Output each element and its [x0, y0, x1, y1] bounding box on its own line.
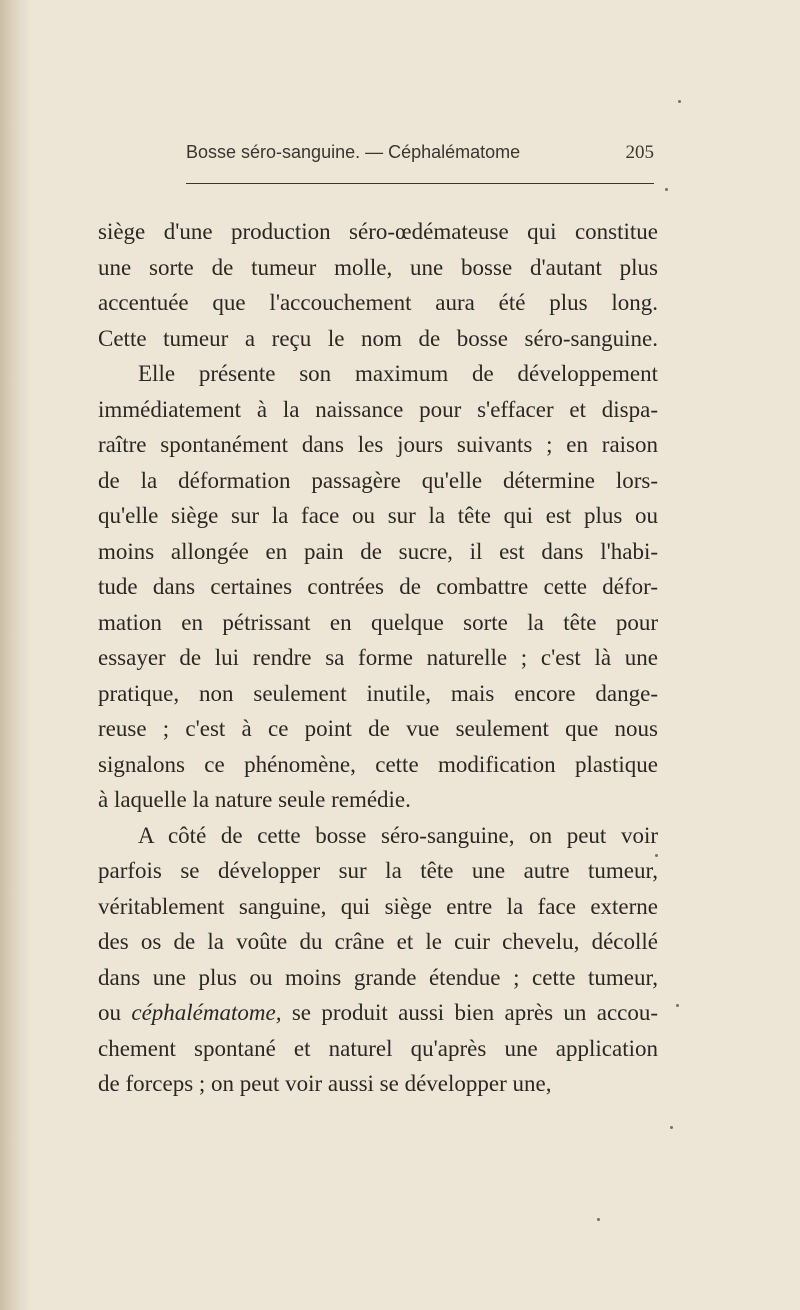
text-line: de forceps ; on peut voir aussi se développer une, — [98, 1071, 552, 1096]
page-number: 205 — [625, 142, 654, 163]
paper-speck — [678, 100, 681, 103]
text-rest: se produit aussi bien après un accou- — [291, 1000, 659, 1025]
text-line: Elle présente son maximum de développement — [138, 361, 658, 386]
text-line: accentuée que l'accouchement aura été plus long. — [98, 290, 658, 315]
running-head-title: Bosse séro-sanguine. — Céphalématome — [186, 142, 521, 162]
body-text — [98, 214, 658, 1102]
paper-speck — [676, 1004, 679, 1007]
text-line: reuse ; c'est à ce point de vue seulement que nous — [98, 716, 658, 741]
text-line: essayer de lui rendre sa forme naturelle ; c'est là une — [98, 645, 658, 670]
text-line: mation en pétrissant en quelque sorte la tête pour — [98, 609, 658, 635]
text-prefix: ou — [98, 1000, 121, 1025]
text-line: une sorte de tumeur molle, une bosse d'autant plus — [98, 254, 658, 280]
text-line: immédiatement à la naissance pour s'effacer et dispa- — [98, 396, 658, 422]
paper-speck — [665, 188, 668, 191]
text-line: Cette tumeur a reçu le nom de bosse séro-sanguine. — [98, 325, 658, 351]
text-line: raître spontanément dans les jours suivants ; en raison — [98, 432, 658, 457]
text-line: siège d'une production séro-œdémateuse qui constitue — [98, 219, 658, 244]
running-head — [186, 142, 654, 168]
text-line: qu'elle siège sur la face ou sur la tête qui est plus ou — [98, 503, 658, 528]
text-line: dans une plus ou moins grande étendue ; cette tumeur, — [98, 964, 658, 990]
text-line: pratique, non seulement inutile, mais encore dange- — [98, 680, 658, 706]
text-line: parfois se développer sur la tête une autre tumeur, — [98, 858, 658, 883]
paper-speck — [597, 1218, 600, 1221]
text-line: signalons ce phénomène, cette modification plastique — [98, 751, 658, 777]
italic-term: céphalématome, — [131, 1000, 282, 1025]
text-line: tude dans certaines contrées de combattre cette défor- — [98, 574, 658, 599]
text-line: A côté de cette bosse séro-sanguine, on peut voir — [138, 822, 658, 848]
text-line: des os de la voûte du crâne et le cuir chevelu, décollé — [98, 929, 658, 954]
text-line: chement spontané et naturel qu'après une application — [98, 1035, 658, 1061]
paper-speck — [670, 1126, 673, 1129]
text-line: moins allongée en pain de sucre, il est dans l'habi- — [98, 538, 658, 564]
text-line-with-italic-term — [98, 995, 658, 1031]
text-line: à laquelle la nature seule remédie. — [98, 787, 411, 812]
paper-speck — [655, 854, 658, 857]
text-line: véritablement sanguine, qui siège entre la face externe — [98, 893, 658, 919]
header-rule — [186, 183, 654, 184]
text-line: de la déformation passagère qu'elle détermine lors- — [98, 467, 658, 493]
